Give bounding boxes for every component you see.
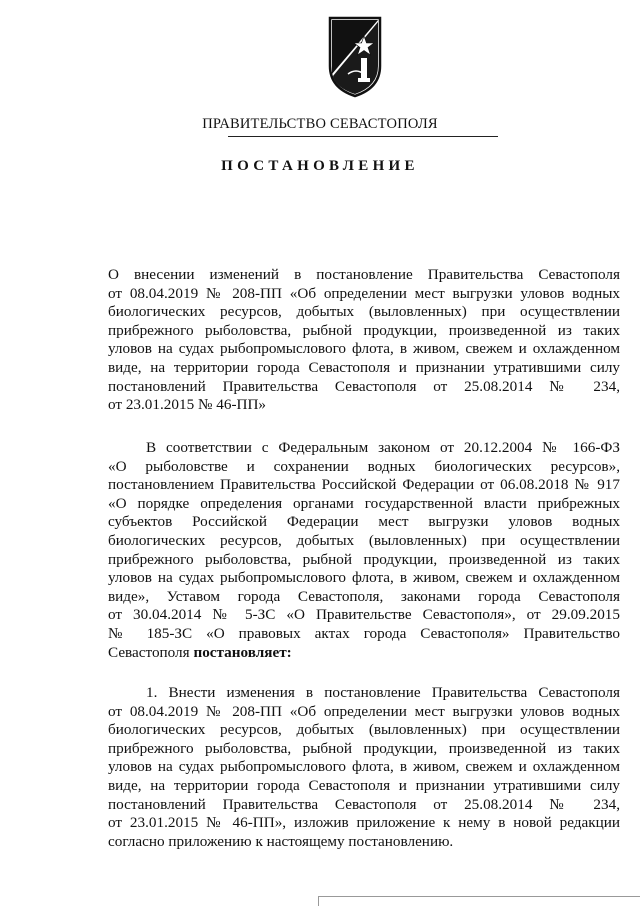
preamble-last-line-text: Севастополя [108, 643, 194, 661]
preamble-line: № 185-ЗС «О правовых актах города Севастополя» Правительство [108, 624, 620, 642]
item-line: постановлений Правительства Севастополя от 25.08.2014 № 234, [108, 795, 620, 813]
title-line: виде, на территории города Севастополя и признании утратившими силу [108, 358, 620, 376]
item-line: от 23.01.2015 № 46-ПП», изложив приложение к нему в новой редакции [108, 814, 620, 832]
preamble-line: «О рыболовстве и сохранении водных биологических ресурсов», [108, 457, 620, 475]
sevastopol-coat-of-arms-icon [326, 14, 384, 98]
title-line: биологических ресурсов, добытых (выловленных) при осуществлении [108, 303, 620, 321]
preamble-last-line [108, 644, 620, 663]
preamble-line: уловов на судах рыбопромыслового флота, в живом, свежем и охлажденном [108, 569, 620, 587]
item-line: согласно приложению к настоящему постановлению. [108, 832, 454, 850]
preamble-line: от 30.04.2014 № 5-ЗС «О Правительстве Севастополя», от 29.09.2015 [108, 606, 620, 624]
item-line: виде, на территории города Севастополя и признании утратившими силу [108, 776, 620, 794]
government-name: ПРАВИТЕЛЬСТВО СЕВАСТОПОЛЯ [202, 116, 438, 132]
item-line: биологических ресурсов, добытых (выловленных) при осуществлении [108, 721, 620, 739]
preamble-line: биологических ресурсов, добытых (выловленных) при осуществлении [108, 531, 620, 549]
preamble-line: постановлением Правительства Российской Федерации от 06.08.2018 № 917 [108, 476, 620, 494]
document-type: ПОСТАНОВЛЕНИЕ [221, 158, 419, 174]
title-line: постановлений Правительства Севастополя от 25.08.2014 № 234, [108, 377, 620, 395]
header-divider [228, 136, 498, 137]
preamble-line: субъектов Российской Федерации мест выгрузки уловов водных [108, 513, 620, 531]
decree-title [108, 266, 620, 415]
item-line: уловов на судах рыбопромыслового флота, в живом, свежем и охлажденном [108, 758, 620, 776]
preamble-line: прибрежного рыболовства, рыбной продукции, произведенной из таких [108, 550, 620, 568]
title-line: уловов на судах рыбопромыслового флота, в живом, свежем и охлажденном [108, 340, 620, 358]
decree-word: постановляет: [193, 643, 292, 661]
title-line: прибрежного рыболовства, рыбной продукции, произведенной из таких [108, 321, 620, 339]
item-line: 1. Внести изменения в постановление Правительства Севастополя [146, 684, 620, 701]
preamble-paragraph [108, 439, 620, 662]
item-line: от 08.04.2019 № 208-ПП «Об определении мест выгрузки уловов водных [108, 702, 620, 720]
item-line: прибрежного рыболовства, рыбной продукции, произведенной из таких [108, 739, 620, 757]
preamble-line: виде», Уставом города Севастополя, законами города Севастополя [108, 587, 620, 605]
title-line: от 08.04.2019 № 208-ПП «Об определении мест выгрузки уловов водных [108, 284, 620, 302]
preamble-line: В соответствии с Федеральным законом от 20.12.2004 № 166-ФЗ [146, 439, 620, 456]
item-1-paragraph [108, 684, 620, 851]
title-line: О внесении изменений в постановление Правительства Севастополя [108, 266, 620, 283]
title-line: от 23.01.2015 № 46-ПП» [108, 396, 267, 414]
preamble-line: «О порядке определения органами государственной власти прибрежных [108, 494, 620, 512]
